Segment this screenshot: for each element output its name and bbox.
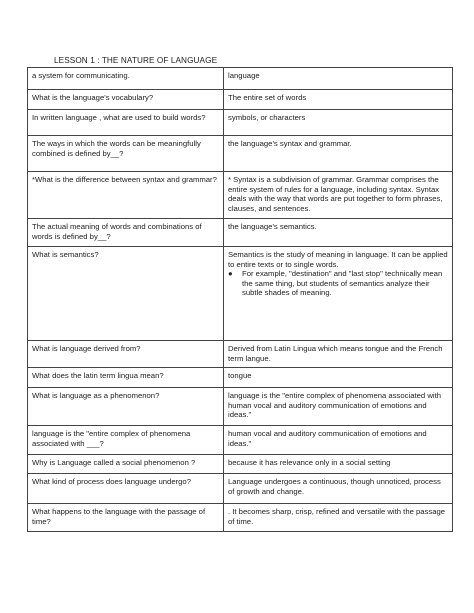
table-row — [28, 172, 453, 219]
question-cell: *What is the difference between syntax and grammar? — [28, 172, 224, 219]
question-cell: What happens to the language with the passage of time? — [28, 504, 224, 532]
table-row — [28, 247, 453, 341]
table-row — [28, 368, 453, 388]
answer-cell: * Syntax is a subdivision of grammar. Grammar comprises the entire system of rules for a language, including syntax. Syntax deals with the way that words are put together to form phrases, clauses, and sentences. — [224, 172, 453, 219]
table-row — [28, 136, 453, 172]
table-row — [28, 219, 453, 247]
question-cell: The ways in which the words can be meaningfully combined is defined by__? — [28, 136, 224, 172]
question-cell: What is language as a phenomenon? — [28, 388, 224, 426]
table-row — [28, 110, 453, 136]
answer-cell: . It becomes sharp, crisp, refined and versatile with the passage of time. — [224, 504, 453, 532]
answer-cell: the language's syntax and grammar. — [224, 136, 453, 172]
answer-text: Semantics is the study of meaning in language. It can be applied to entire texts or to single words. — [228, 250, 448, 269]
question-cell: a system for communicating. — [28, 68, 224, 90]
answer-cell: symbols, or characters — [224, 110, 453, 136]
lesson-title: LESSON 1 : THE NATURE OF LANGUAGE — [54, 56, 218, 65]
table-row — [28, 68, 453, 90]
answer-cell — [224, 247, 453, 341]
answer-cell: language — [224, 68, 453, 90]
answer-cell: the language's semantics. — [224, 219, 453, 247]
answer-cell: human vocal and auditory communication of emotions and ideas." — [224, 426, 453, 455]
answer-cell: Derived from Latin Lingua which means tongue and the French term langue. — [224, 341, 453, 368]
bullet-icon: ● — [228, 269, 233, 278]
qa-table — [27, 67, 453, 532]
table-row — [28, 341, 453, 368]
question-cell: The actual meaning of words and combinations of words is defined by__? — [28, 219, 224, 247]
question-cell: What kind of process does language undergo? — [28, 474, 224, 504]
question-cell: What is the language's vocabulary? — [28, 90, 224, 110]
table-row — [28, 388, 453, 426]
table-row — [28, 504, 453, 532]
question-cell: What does the latin term lingua mean? — [28, 368, 224, 388]
answer-cell: language is the "entire complex of phenomena associated with human vocal and auditory communication of emotions and ideas." — [224, 388, 453, 426]
answer-cell: Language undergoes a continuous, though unnoticed, process of growth and change. — [224, 474, 453, 504]
table-row — [28, 426, 453, 455]
table-row — [28, 474, 453, 504]
question-cell: What is semantics? — [28, 247, 224, 341]
table-row — [28, 90, 453, 110]
bullet-text: For example, "destination" and "last stop" technically mean the same thing, but students of semantics analyze their subtle shades of meaning. — [242, 269, 443, 297]
question-cell: language is the "entire complex of phenomena associated with ___? — [28, 426, 224, 455]
question-cell: In written language , what are used to build words? — [28, 110, 224, 136]
bulleted-example — [228, 269, 448, 298]
answer-cell: The entire set of words — [224, 90, 453, 110]
table-row — [28, 455, 453, 474]
answer-cell: tongue — [224, 368, 453, 388]
question-cell: What is language derived from? — [28, 341, 224, 368]
answer-cell: because it has relevance only in a social setting — [224, 455, 453, 474]
question-cell: Why is Language called a social phenomenon ? — [28, 455, 224, 474]
